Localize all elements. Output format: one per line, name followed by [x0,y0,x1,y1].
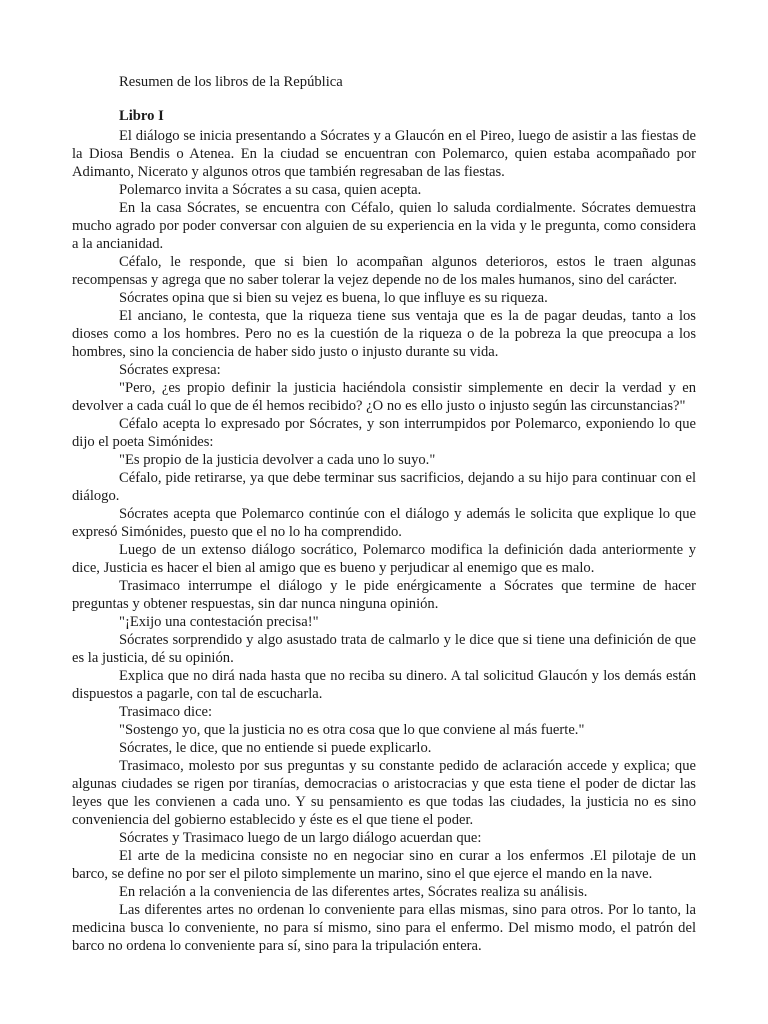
paragraph: Trasimaco, molesto por sus preguntas y su constante pedido de aclaración accede y explica; que algunas ciudades se rigen por tiranías, democracias o aristocracias y que esta tiene el poder de dictar las leyes que les convienen a cada uno. Y su pensamiento es que todas las ciudades, la justicia no es sino conveniencia del gobierno establecido y éste es el que tiene el poder. [72,758,696,828]
paragraph-list [72,127,696,955]
paragraph: Luego de un extenso diálogo socrático, Polemarco modifica la definición dada anteriormente y dice, Justicia es hacer el bien al amigo que es bueno y perjudicar al enemigo que es malo. [72,542,696,576]
quote-paragraph: "Pero, ¿es propio definir la justicia haciéndola consistir simplemente en decir la verdad y en devolver a cada cuál lo que de él hemos recibido? ¿O no es ello justo o injusto según las circunstancias?" [72,380,696,414]
paragraph: En la casa Sócrates, se encuentra con Céfalo, quien lo saluda cordialmente. Sócrates demuestra mucho agrado por poder conversar con alguien de su experiencia en la vida y le pregunta, como considera a la ancianidad. [72,200,696,252]
paragraph: Céfalo, le responde, que si bien lo acompañan algunos deterioros, estos le traen algunas recompensas y agrega que no saber tolerar la vejez depende no de los males humanos, sino del carácter. [72,254,696,288]
paragraph: En relación a la conveniencia de las diferentes artes, Sócrates realiza su análisis. [119,884,588,900]
quote-paragraph: "Es propio de la justicia devolver a cada uno lo suyo." [119,452,436,468]
section-heading-libro-i: Libro I [119,108,164,124]
paragraph: El diálogo se inicia presentando a Sócrates y a Glaucón en el Pireo, luego de asistir a las fiestas de la Diosa Bendis o Atenea. En la ciudad se encuentran con Polemarco, quien estaba acompañado por Adimanto, Nicerato y algunos otros que también regresaban de las fiestas. [72,128,696,180]
paragraph: Sócrates expresa: [119,362,221,378]
paragraph: Polemarco invita a Sócrates a su casa, quien acepta. [119,182,422,198]
paragraph: Sócrates acepta que Polemarco continúe con el diálogo y además le solicita que explique lo que expresó Simónides, puesto que el no lo ha comprendido. [72,506,696,540]
paragraph: Explica que no dirá nada hasta que no reciba su dinero. A tal solicitud Glaucón y los demás están dispuestos a pagarle, con tal de escucharla. [72,668,696,702]
paragraph: Trasimaco dice: [119,704,213,720]
paragraph: El anciano, le contesta, que la riqueza tiene sus ventaja que es la de pagar deudas, tanto a los dioses como a los hombres. Pero no es la cuestión de la riqueza o de la pobreza la que preocupa a los hombres, sino la conciencia de haber sido justo o injusto durante su vida. [72,308,696,360]
paragraph: Sócrates sorprendido y algo asustado trata de calmarlo y le dice que si tiene una definición de que es la justicia, dé su opinión. [72,632,696,666]
paragraph: Las diferentes artes no ordenan lo conveniente para ellas mismas, sino para otros. Por lo tanto, la medicina busca lo conveniente, no para sí mismo, sino para el enfermo. Del mismo modo, el patrón del barco no ordena lo conveniente para sí, sino para la tripulación entera. [72,902,696,954]
paragraph: Céfalo, pide retirarse, ya que debe terminar sus sacrificios, dejando a su hijo para continuar con el diálogo. [72,470,696,504]
paragraph: Céfalo acepta lo expresado por Sócrates, y son interrumpidos por Polemarco, exponiendo lo que dijo el poeta Simónides: [72,416,696,450]
quote-paragraph: "Sostengo yo, que la justicia no es otra cosa que lo que conviene al más fuerte." [119,722,585,738]
document-body [72,73,696,955]
quote-paragraph: "¡Exijo una contestación precisa!" [119,614,319,630]
paragraph: Sócrates opina que si bien su vejez es buena, lo que influye es su riqueza. [119,290,548,306]
paragraph: Sócrates, le dice, que no entiende si puede explicarlo. [119,740,432,756]
document-title: Resumen de los libros de la República [119,74,343,90]
paragraph: Sócrates y Trasimaco luego de un largo diálogo acuerdan que: [119,830,482,846]
paragraph: El arte de la medicina consiste no en negociar sino en curar a los enfermos .El pilotaje de un barco, se define no por ser el piloto simplemente un marino, sino el que ejerce el mando en la nave. [72,848,696,882]
paragraph: Trasimaco interrumpe el diálogo y le pide enérgicamente a Sócrates que termine de hacer preguntas y obtener respuestas, sin dar nunca ninguna opinión. [72,578,696,612]
